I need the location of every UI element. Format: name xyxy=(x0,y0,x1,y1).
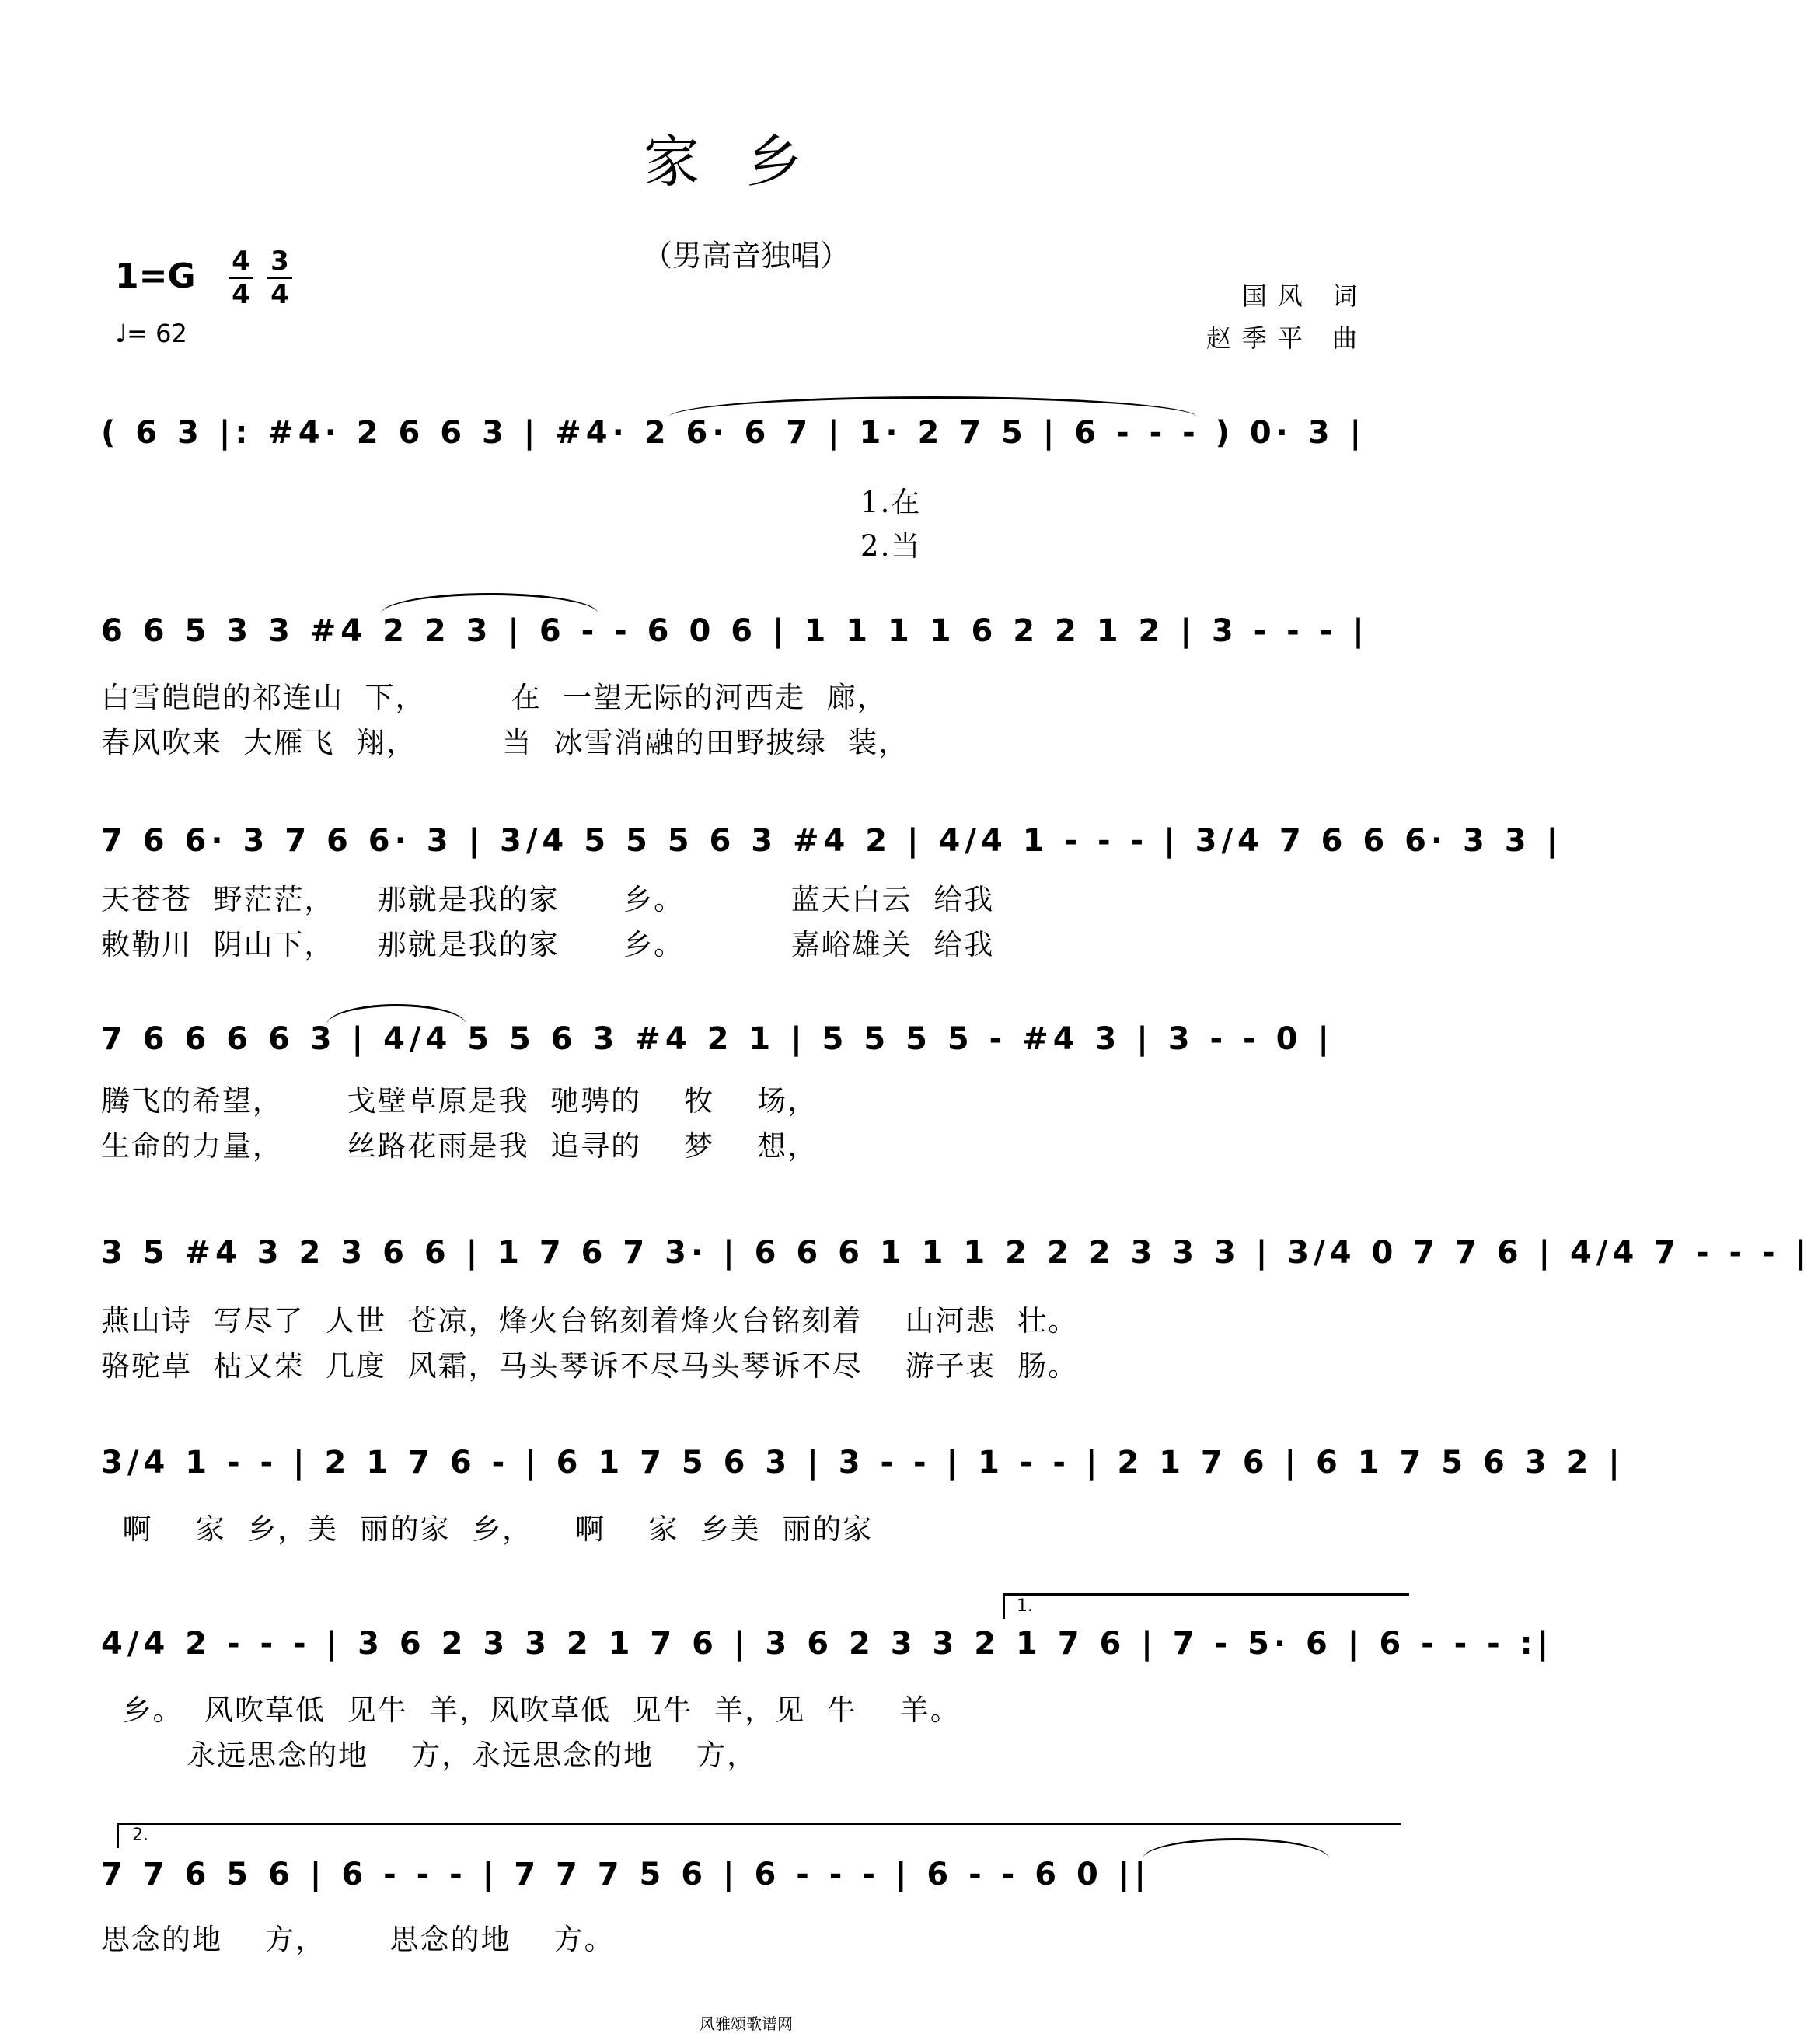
notation-line: ( 6 3 |: #4· 2 6 6 3 | #4· 2 6· 6 7 | 1· 2 7 5 | 6 - - - ) 0· 3 | xyxy=(101,415,1366,451)
notation-line: 7 6 6 6 6 3 | 4/4 5 5 6 3 #4 2 1 | 5 5 5 5 - #4 3 | 3 - - 0 | xyxy=(101,1021,1334,1057)
volta-2: 2. xyxy=(132,1826,148,1845)
time-signature-3-4 xyxy=(264,247,295,309)
ts2-bottom: 4 xyxy=(270,279,289,310)
footer-watermark: 风雅颂歌谱网 xyxy=(700,2014,793,2033)
notation-line: 6 6 5 3 3 #4 2 2 3 | 6 - - 6 0 6 | 1 1 1 1 6 2 2 1 2 | 3 - - - | xyxy=(101,613,1369,649)
music-system-4 xyxy=(101,1010,1407,1166)
lyric-line-1: 乡。 风吹草低 见牛 羊，风吹草低 见牛 羊，见 牛 羊。 xyxy=(101,1693,961,1727)
ts1-top: 4 xyxy=(232,246,250,277)
subtitle: （男高音独唱） xyxy=(642,239,850,273)
composer-credit: 赵季平 曲 xyxy=(1206,323,1368,353)
volta-1: 1. xyxy=(1017,1596,1033,1616)
lyric-line-2: 春风吹来 大雁飞 翔， 当 冰雪消融的田野披绿 装， xyxy=(101,726,909,759)
music-system-5 xyxy=(101,1224,1811,1383)
lyric-line-1: 天苍苍 野茫茫， 那就是我的家 乡。 蓝天白云 给我 xyxy=(101,883,995,916)
lyric-line-2: 永远思念的地 方，永远思念的地 方， xyxy=(101,1739,758,1772)
ts2-top: 3 xyxy=(270,246,289,277)
ts1-bottom: 4 xyxy=(232,279,250,310)
key-signature: 1=G xyxy=(115,256,196,296)
notation-line: 7 6 6· 3 7 6 6· 3 | 3/4 5 5 5 6 3 #4 2 | 4/4 1 - - - | 3/4 7 6 6 6· 3 3 | xyxy=(101,823,1563,859)
music-system-6 xyxy=(101,1434,1624,1550)
lyric-line-2: 2.当 xyxy=(101,529,922,563)
lyric-line-1: 思念的地 方， 思念的地 方。 xyxy=(101,1923,615,1956)
music-system-8 xyxy=(101,1826,1407,1970)
page-title: 家乡 xyxy=(643,129,849,194)
music-system-2 xyxy=(101,602,1407,758)
music-system-1 xyxy=(101,404,1407,563)
music-system-7 xyxy=(101,1596,1554,1788)
notation-line: 3/4 1 - - | 2 1 7 6 - | 6 1 7 5 6 3 | 3 - - | 1 - - | 2 1 7 6 | 6 1 7 5 6 3 2 | xyxy=(101,1445,1624,1481)
notation-line: 3 5 #4 3 2 3 6 6 | 1 7 6 7 3· | 6 6 6 1 1 1 2 2 2 3 3 3 | 3/4 0 7 7 6 | 4/4 7 - - - | xyxy=(101,1235,1811,1271)
lyric-line-1: 白雪皑皑的祁连山 下， 在 一望无际的河西走 廊， xyxy=(101,681,888,714)
lyric-line-1: 腾飞的希望， 戈壁草原是我 驰骋的 牧 场， xyxy=(101,1084,818,1118)
lyric-line-2: 骆驼草 枯又荣 几度 风霜，马头琴诉不尽马头琴诉不尽 游子衷 肠。 xyxy=(101,1349,1079,1383)
notation-line: 7 7 6 5 6 | 6 - - - | 7 7 7 5 6 | 6 - - - | 6 - - 6 0 || xyxy=(101,1857,1150,1892)
lyricist-credit: 国风 词 xyxy=(1241,281,1368,311)
lyric-line-2: 生命的力量， 丝路花雨是我 追寻的 梦 想， xyxy=(101,1129,818,1163)
notation-line: 4/4 2 - - - | 3 6 2 3 3 2 1 7 6 | 3 6 2 3 3 2 1 7 6 | 7 - 5· 6 | 6 - - - :| xyxy=(101,1626,1554,1662)
time-signature-4-4 xyxy=(225,247,256,309)
lyric-line-2: 敕勒川 阴山下， 那就是我的家 乡。 嘉峪雄关 给我 xyxy=(101,928,995,961)
lyric-line-1: 1.在 xyxy=(101,486,922,519)
music-system-3 xyxy=(101,812,1563,968)
tempo-marking: ♩= 62 xyxy=(115,319,187,348)
lyric-line-1: 燕山诗 写尽了 人世 苍凉，烽火台铭刻着烽火台铭刻着 山河悲 壮。 xyxy=(101,1304,1079,1338)
lyric-line-1: 啊 家 乡，美 丽的家 乡， 啊 家 乡美 丽的家 xyxy=(101,1512,874,1546)
